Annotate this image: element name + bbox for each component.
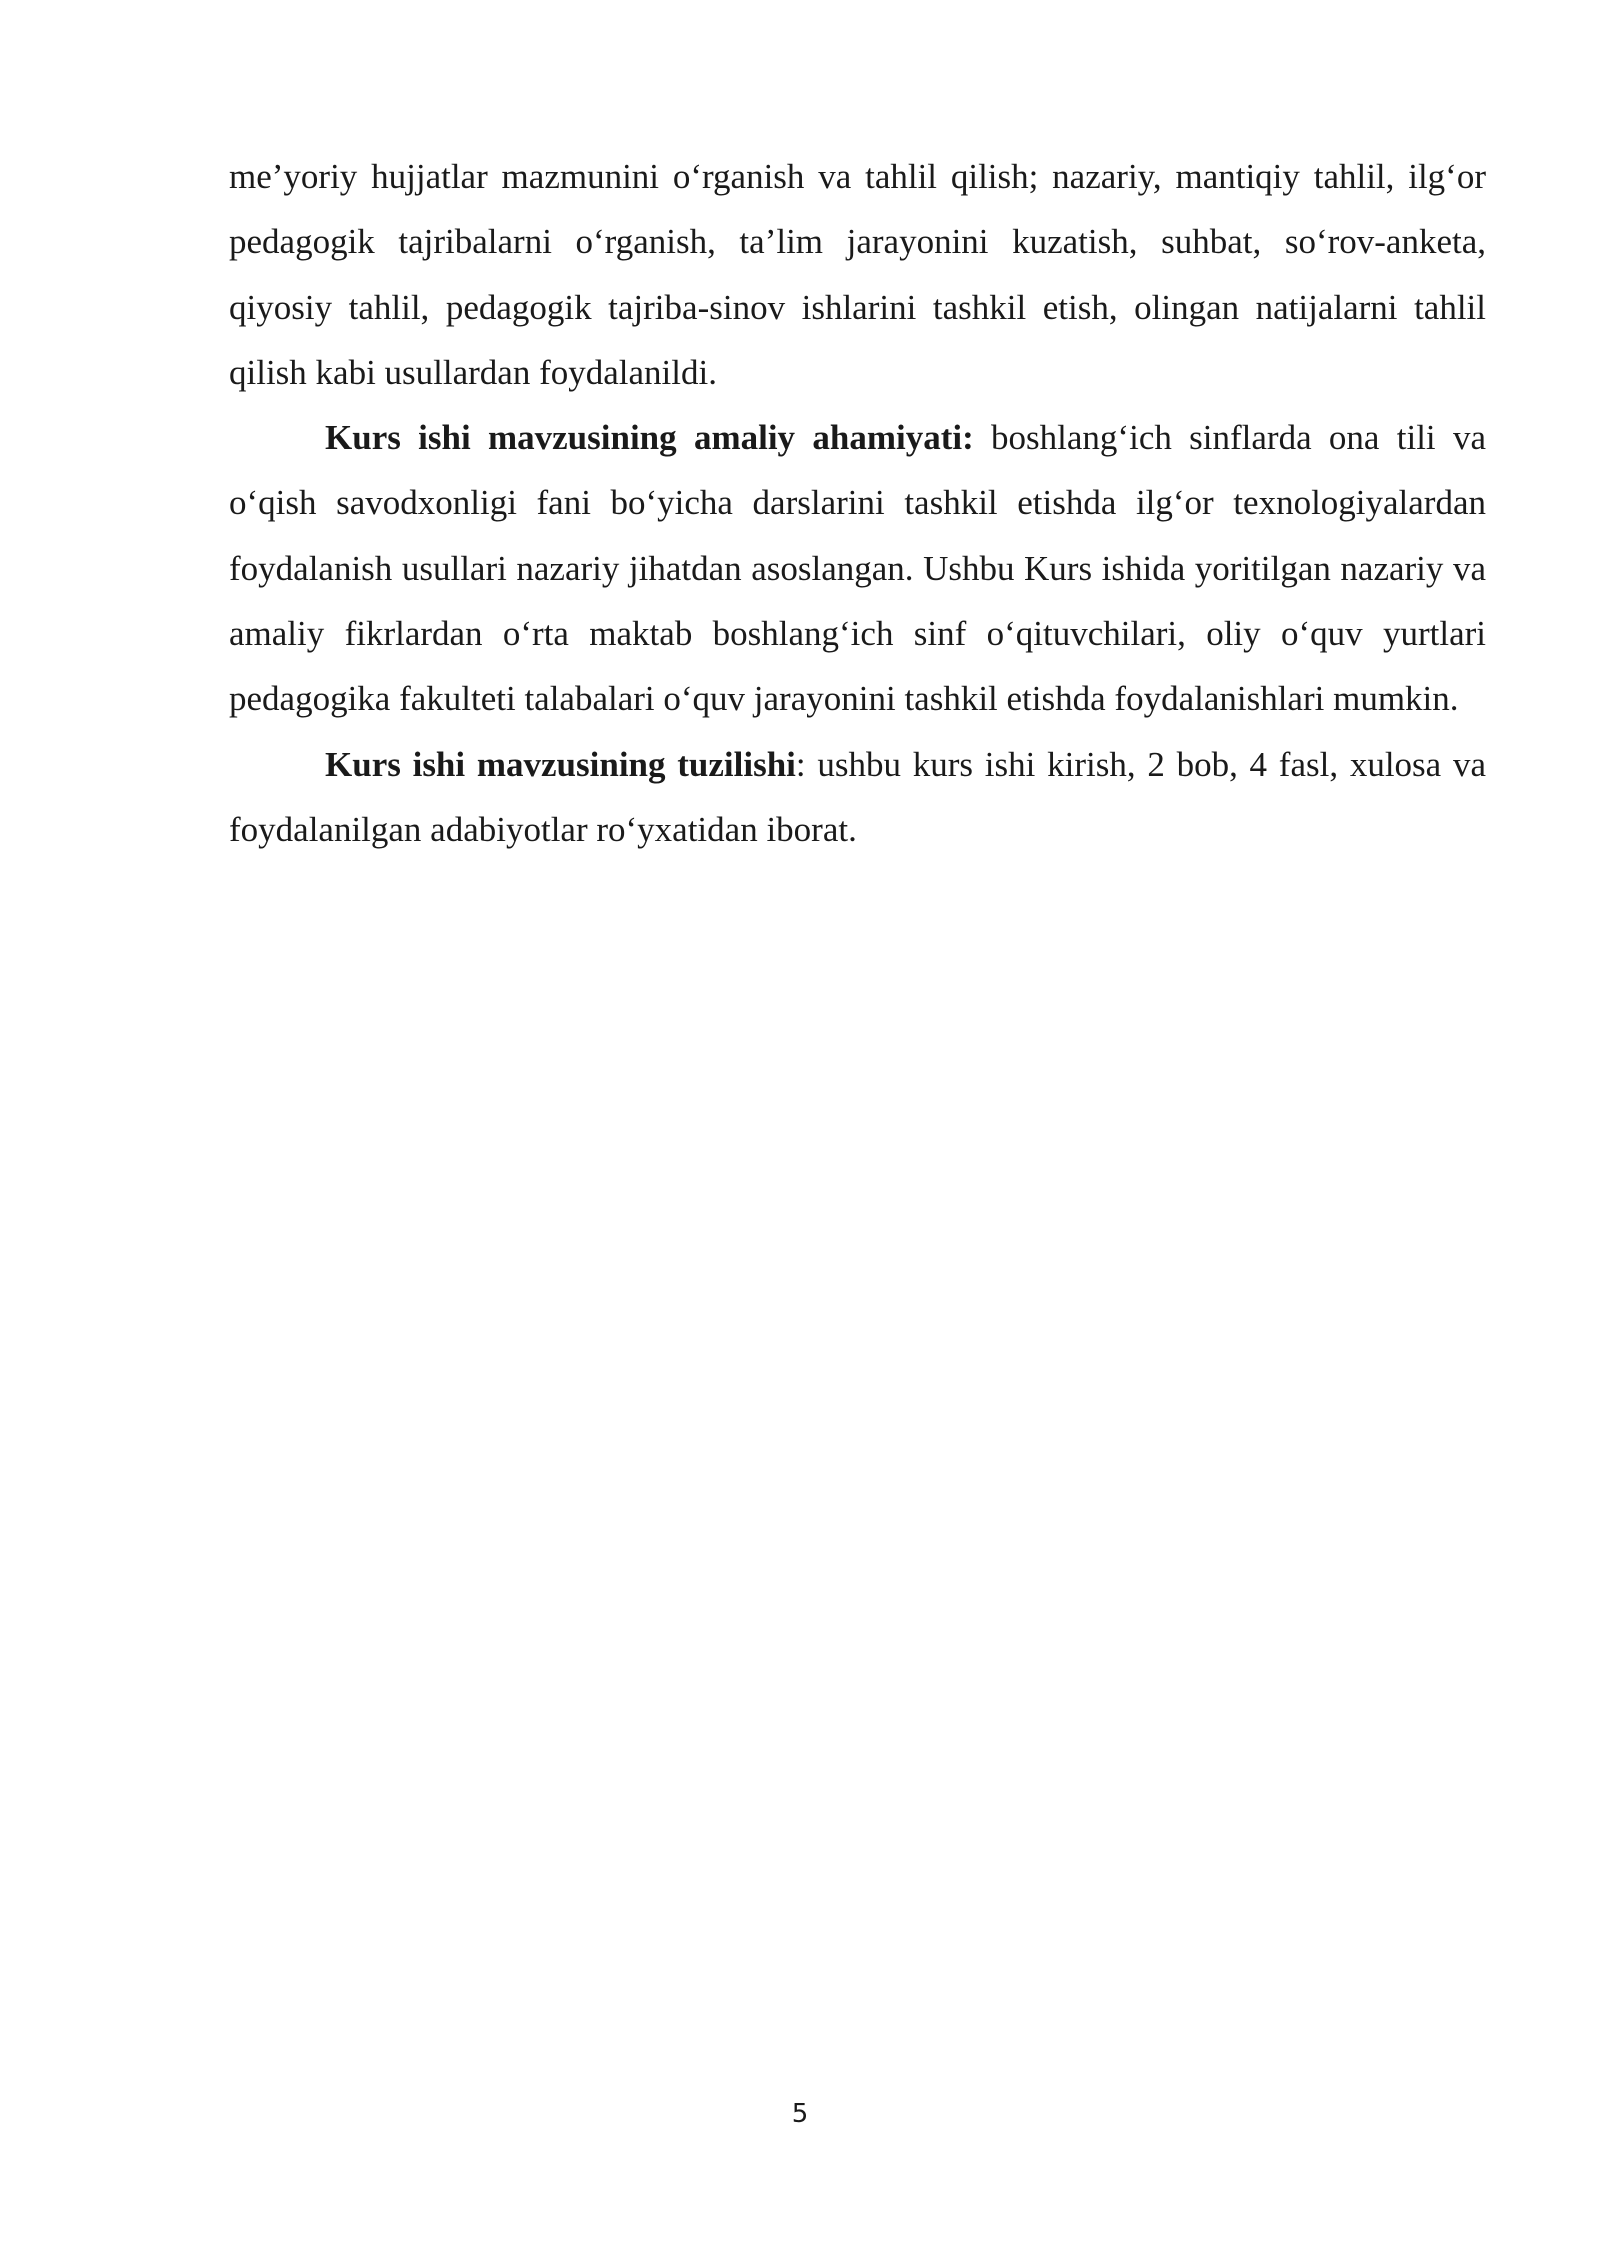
practical-significance-text: boshlang‘ich sinflarda ona tili va o‘qish savodxonligi fani bo‘yicha darslarini tashkil etishda ilg‘or texnologiyalardan foydalanish usullari nazariy jihatdan asoslangan. Ushbu Kurs ishida yoritilgan nazariy va amaliy fikrlardan o‘rta maktab boshlang‘ich sinf o‘qituvchilari, oliy o‘quv yurtlari pedagogika fakulteti talabalari o‘quv jarayonini tashkil etishda foydalanishlari mumkin. <box>229 418 1486 719</box>
structure-text: : ushbu kurs ishi kirish, 2 bob, 4 fasl, xulosa va foydalanilgan adabiyotlar ro‘yxatidan iborat. <box>229 744 1486 849</box>
practical-significance-heading: Kurs ishi mavzusining amaliy ahamiyati: <box>325 418 974 458</box>
structure-heading: Kurs ishi mavzusining tuzilishi <box>325 744 796 784</box>
paragraph-methods: me’yoriy hujjatlar mazmunini o‘rganish va tahlil qilish; nazariy, mantiqiy tahlil, ilg‘or pedagogik tajribalarni o‘rganish, ta’lim jarayonini kuzatish, suhbat, so‘rov-anketa, qiyosiy tahlil, pedagogik tajriba-sinov ishlarini tashkil etish, olingan natijalarni tahlil qilish kabi usullardan foydalanildi. <box>229 157 1486 392</box>
paragraph-practical-significance <box>229 405 1486 731</box>
page-number: 5 <box>791 2099 809 2129</box>
body-text <box>229 144 1486 862</box>
paragraph-structure <box>229 732 1486 863</box>
